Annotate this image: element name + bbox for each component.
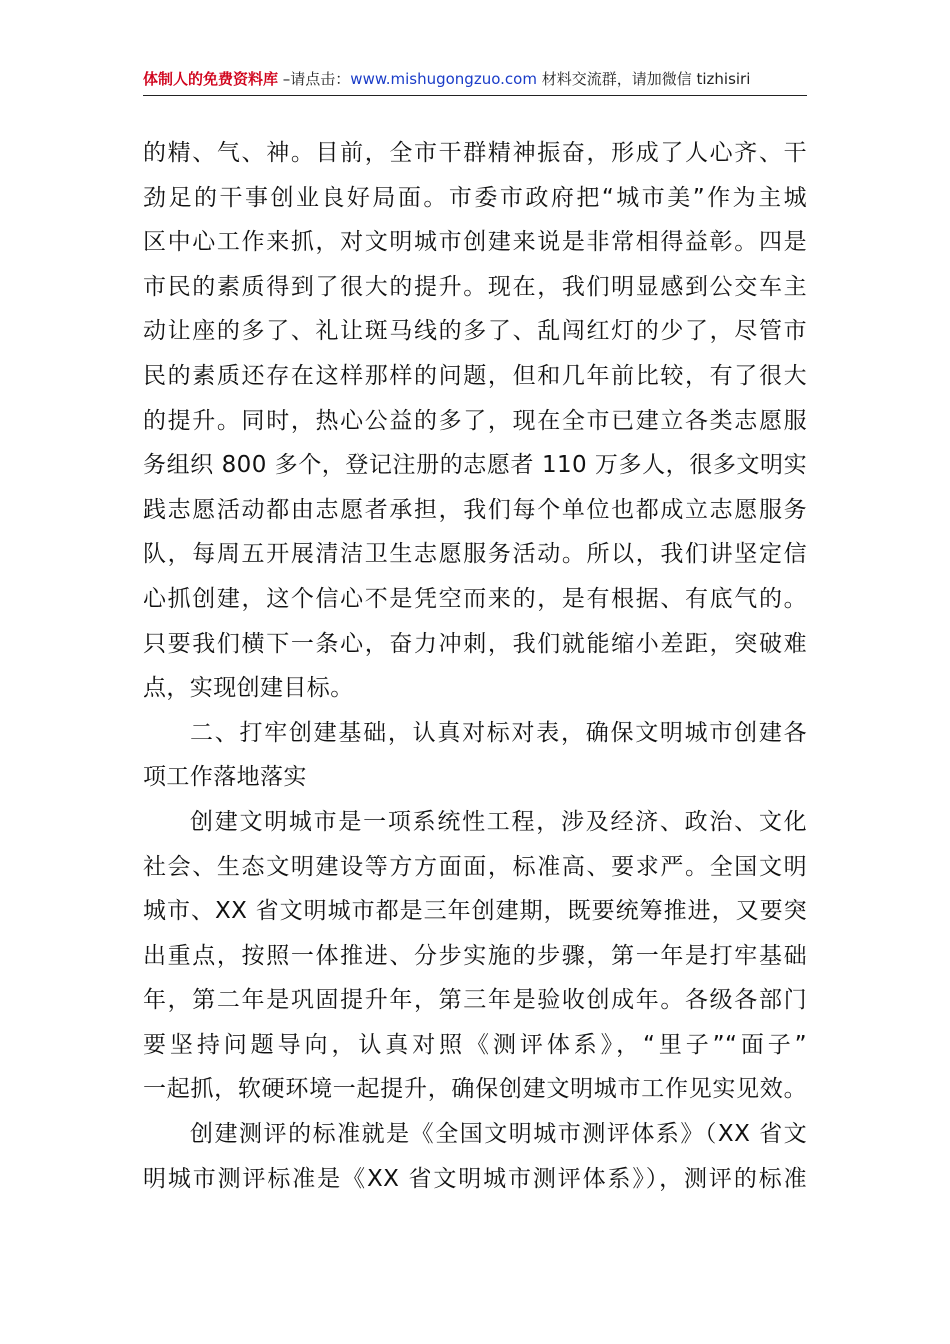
text-line: 务组织 800 多个，登记注册的志愿者 110 万多人，很多文明实 — [143, 452, 807, 479]
text-line: 队，每周五开展清洁卫生志愿服务活动。所以，我们讲坚定信 — [143, 541, 807, 568]
text-line: 的提升。同时，热心公益的多了，现在全市已建立各类志愿服 — [143, 407, 807, 434]
section-heading-line: 二、打牢创建基础，认真对标对表，确保文明城市创建各 — [190, 719, 807, 746]
header-url-link[interactable]: www.mishugongzuo.com — [350, 70, 537, 88]
text-line: 出重点，按照一体推进、分步实施的步骤，第一年是打牢基础 — [143, 942, 807, 969]
page-header — [143, 66, 807, 96]
text-line: 动让座的多了、礼让斑马线的多了、乱闯红灯的少了，尽管市 — [143, 318, 807, 345]
text-line: 要坚持问题导向，认真对照《测评体系》，“里子”“面子” — [143, 1031, 807, 1058]
text-line: 劲足的干事创业良好局面。市委市政府把“城市美”作为主城 — [143, 184, 807, 211]
header-brand: 体制人的免费资料库 — [143, 70, 279, 88]
text-line: 一起抓，软硬环境一起提升，确保创建文明城市工作见实见效。 — [143, 1076, 807, 1103]
text-line: 民的素质还存在这样那样的问题，但和几年前比较，有了很大 — [143, 362, 807, 389]
document-body — [143, 131, 807, 1201]
text-line: 明城市测评标准是《XX 省文明城市测评体系》），测评的标准 — [143, 1165, 807, 1192]
text-line: 社会、生态文明建设等方方面面，标准高、要求严。全国文明 — [143, 853, 807, 880]
text-line: 区中心工作来抓，对文明城市创建来说是非常相得益彰。四是 — [143, 229, 807, 256]
header-prompt: –请点击： — [278, 70, 351, 88]
text-line: 的精、气、神。目前，全市干群精神振奋，形成了人心齐、干 — [143, 140, 807, 166]
text-line: 点，实现创建目标。 — [143, 675, 354, 702]
text-line: 只要我们横下一条心，奋力冲刺，我们就能缩小差距，突破难 — [143, 630, 807, 657]
text-line: 市民的素质得到了很大的提升。现在，我们明显感到公交车主 — [143, 273, 807, 300]
text-line: 践志愿活动都由志愿者承担，我们每个单位也都成立志愿服务 — [143, 496, 807, 523]
header-wechat-note: 材料交流群，请加微信 tizhisiri — [536, 70, 751, 88]
text-line: 年，第二年是巩固提升年，第三年是验收创成年。各级各部门 — [143, 987, 807, 1014]
text-line: 城市、XX 省文明城市都是三年创建期，既要统筹推进，又要突 — [143, 898, 807, 925]
text-line: 心抓创建，这个信心不是凭空而来的，是有根据、有底气的。 — [143, 585, 807, 612]
text-line: 创建测评的标准就是《全国文明城市测评体系》（XX 省文 — [190, 1121, 807, 1148]
text-line: 创建文明城市是一项系统性工程，涉及经济、政治、文化 — [190, 808, 807, 835]
section-heading-line: 项工作落地落实 — [143, 764, 307, 791]
